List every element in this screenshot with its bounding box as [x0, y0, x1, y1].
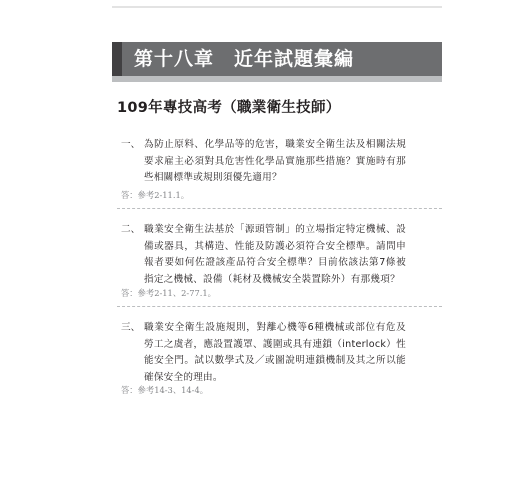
banner-tab	[112, 42, 122, 76]
top-rule	[112, 6, 442, 8]
answer-reference: 答：參考2-11、2-77.1。	[121, 288, 216, 298]
question-number: 一、	[121, 139, 141, 150]
question-item	[121, 137, 406, 187]
chapter-banner	[112, 42, 442, 76]
book-page	[112, 0, 442, 500]
question-text: 職業安全衛生設施規則，對離心機等6種機械或部位有危及勞工之虞者，應設置護罩、護圍或具有連鎖（interlock）性能安全門。試以數學式及／或圖說明連鎖機制及其之所以能確保安全的理由。	[144, 322, 406, 383]
question-number: 三、	[121, 322, 141, 333]
answer-reference: 答：參考2-11.1。	[121, 190, 190, 200]
chapter-title: 第十八章 近年試題彙編	[134, 48, 355, 70]
question-item	[121, 222, 406, 288]
question-number: 二、	[121, 224, 141, 235]
answer-reference: 答：參考14-3、14-4。	[121, 385, 209, 395]
section-heading: 109年專技高考（職業衛生技師）	[117, 100, 341, 116]
divider	[117, 208, 442, 209]
divider	[117, 306, 442, 307]
question-item	[121, 320, 406, 386]
banner-edge	[112, 76, 442, 82]
question-text: 為防止原料、化學品等的危害，職業安全衛生法及相關法規要求雇主必須對具危害性化學品實施那些措施？實施時有那些相關標準或規則須優先適用？	[144, 139, 406, 184]
question-text: 職業安全衛生法基於「源頭管制」的立場指定特定機械、設備或器具，其構造、性能及防護必須符合安全標準。請問申報者要如何佐證該產品符合安全標準？目前依該法第7條被指定之機械、設備（耗材及機械安全裝置除外）有那幾項？	[144, 224, 406, 285]
